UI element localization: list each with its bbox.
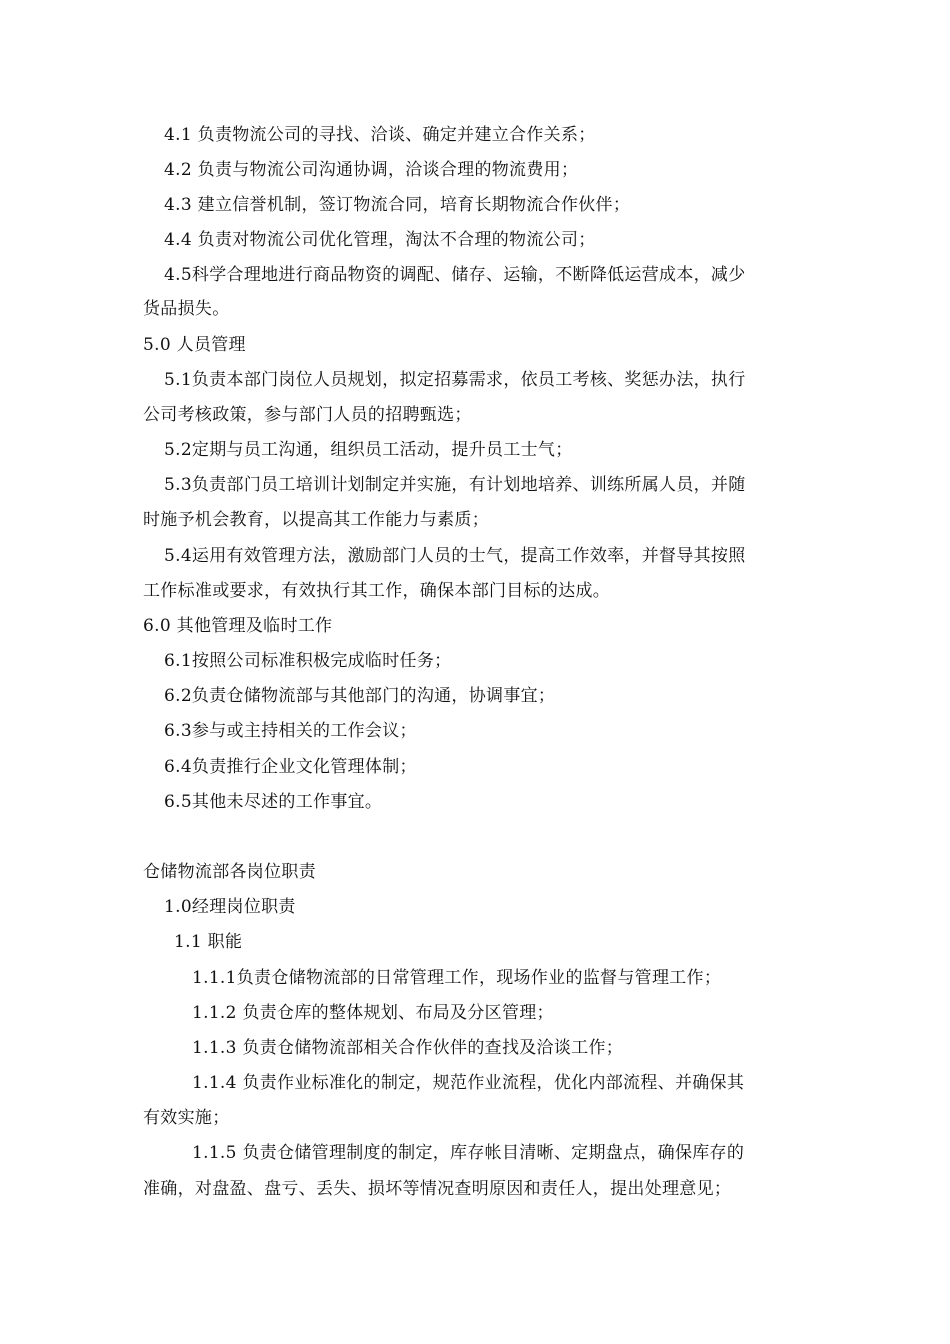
functions-heading: 1.1 职能 bbox=[174, 932, 243, 952]
clause-1-1-5-cont: 准确，对盘盈、盘亏、丢失、损坏等情况查明原因和责任人，提出处理意见； bbox=[143, 1179, 732, 1199]
clause-1-1-3: 1.1.3 负责仓储物流部相关合作伙伴的查找及洽谈工作； bbox=[192, 1038, 624, 1058]
clause-5-4: 5.4运用有效管理方法，激励部门人员的士气，提高工作效率，并督导其按照 bbox=[164, 546, 746, 566]
clause-4-5: 4.5科学合理地进行商品物资的调配、储存、运输，不断降低运营成本，减少 bbox=[164, 265, 746, 285]
clause-5-1: 5.1负责本部门岗位人员规划，拟定招募需求，依员工考核、奖惩办法，执行 bbox=[164, 370, 746, 390]
section-6-heading: 6.0 其他管理及临时工作 bbox=[143, 616, 333, 636]
clause-4-1: 4.1 负责物流公司的寻找、洽谈、确定并建立合作关系； bbox=[164, 125, 596, 145]
clause-4-3: 4.3 建立信誉机制，签订物流合同，培育长期物流合作伙伴； bbox=[164, 195, 631, 215]
duties-title: 仓储物流部各岗位职责 bbox=[143, 862, 316, 882]
clause-4-4: 4.4 负责对物流公司优化管理，淘汰不合理的物流公司； bbox=[164, 230, 596, 250]
clause-5-3: 5.3负责部门员工培训计划制定并实施，有计划地培养、训练所属人员，并随 bbox=[164, 475, 746, 495]
clause-5-1-cont: 公司考核政策，参与部门人员的招聘甄选； bbox=[143, 405, 472, 425]
clause-6-1: 6.1按照公司标准积极完成临时任务； bbox=[164, 651, 452, 671]
clause-4-5-cont: 货品损失。 bbox=[143, 299, 230, 319]
section-5-heading: 5.0 人员管理 bbox=[143, 335, 246, 355]
manager-duties-heading: 1.0经理岗位职责 bbox=[164, 897, 296, 917]
clause-5-3-cont: 时施予机会教育，以提高其工作能力与素质； bbox=[143, 510, 489, 530]
clause-6-5: 6.5其他未尽述的工作事宜。 bbox=[164, 792, 383, 812]
clause-6-4: 6.4负责推行企业文化管理体制； bbox=[164, 757, 417, 777]
clause-1-1-2: 1.1.2 负责仓库的整体规划、布局及分区管理； bbox=[192, 1003, 554, 1023]
clause-1-1-5: 1.1.5 负责仓储管理制度的制定，库存帐目清晰、定期盘点，确保库存的 bbox=[192, 1143, 745, 1163]
clause-1-1-4: 1.1.4 负责作业标准化的制定，规范作业流程，优化内部流程、并确保其 bbox=[192, 1073, 745, 1093]
clause-4-2: 4.2 负责与物流公司沟通协调，洽谈合理的物流费用； bbox=[164, 160, 579, 180]
clause-1-1-1: 1.1.1负责仓储物流部的日常管理工作，现场作业的监督与管理工作； bbox=[192, 968, 722, 988]
clause-1-1-4-cont: 有效实施； bbox=[143, 1108, 230, 1128]
clause-5-4-cont: 工作标准或要求，有效执行其工作，确保本部门目标的达成。 bbox=[143, 581, 611, 601]
clause-6-3: 6.3参与或主持相关的工作会议； bbox=[164, 721, 417, 741]
clause-5-2: 5.2定期与员工沟通，组织员工活动，提升员工士气； bbox=[164, 440, 573, 460]
clause-6-2: 6.2负责仓储物流部与其他部门的沟通，协调事宜； bbox=[164, 686, 556, 706]
